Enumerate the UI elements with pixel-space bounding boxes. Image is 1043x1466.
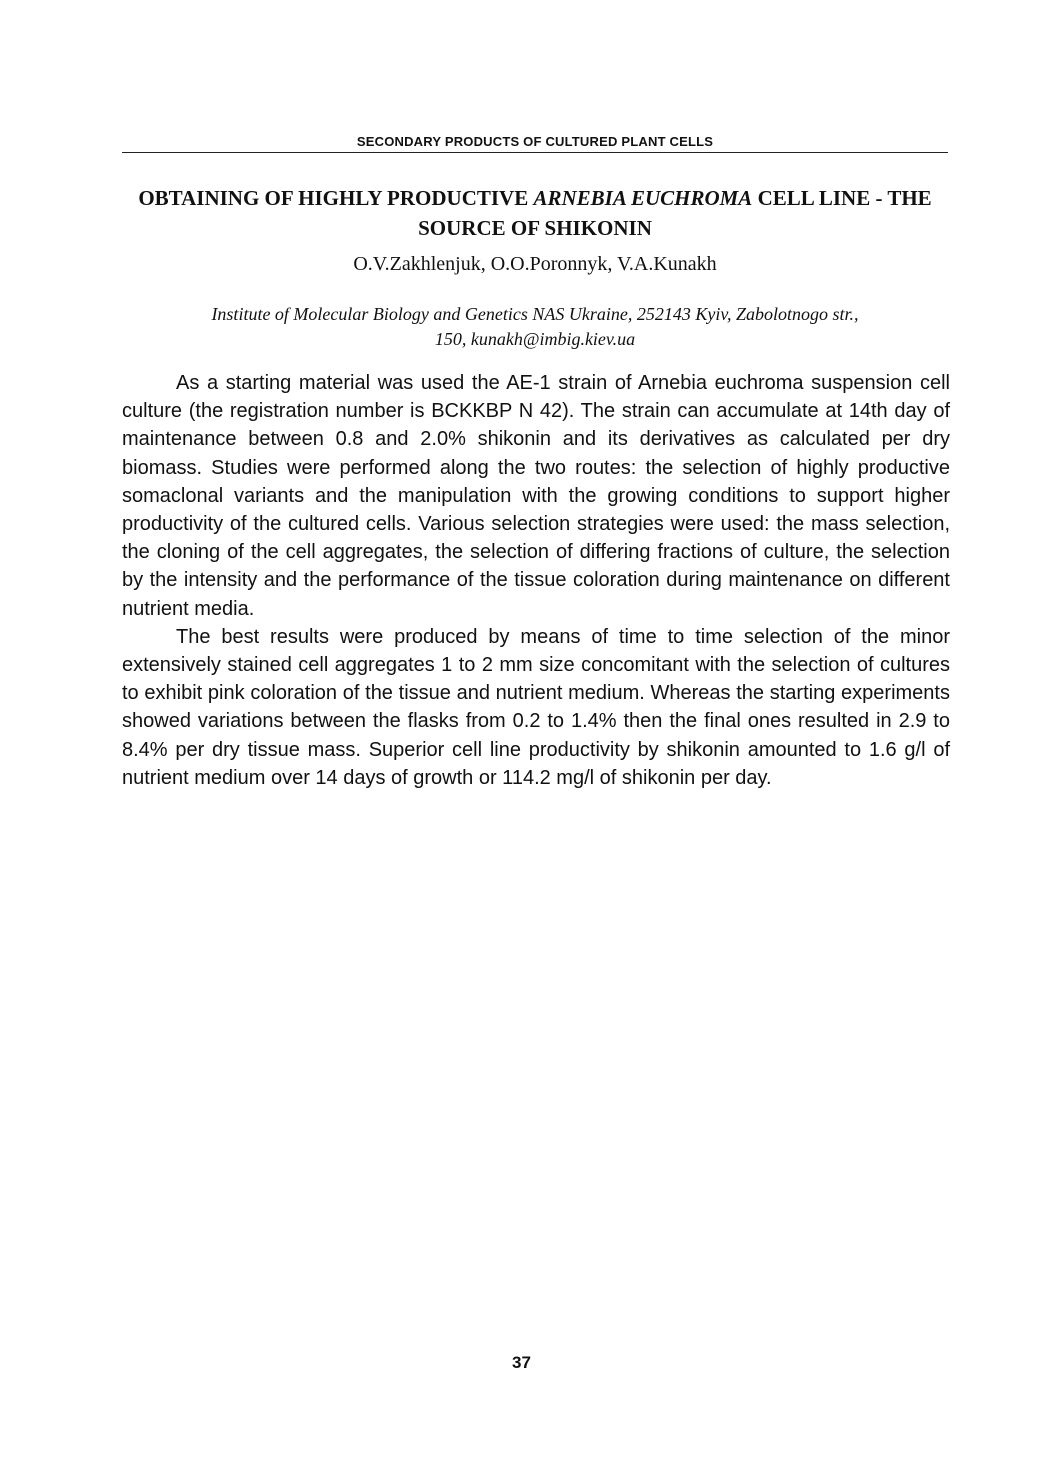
title-part-2: CELL LINE - THE SOURCE OF SHIKONIN <box>418 186 932 240</box>
authors: O.V.Zakhlenjuk, O.O.Poronnyk, V.A.Kunakh <box>353 253 717 275</box>
abstract-body <box>122 369 950 792</box>
title-species: ARNEBIA EUCHROMA <box>533 186 753 210</box>
affiliation-line-1: Institute of Molecular Biology and Genetics NAS Ukraine, 252143 Kyiv, Zabolotnogo str., <box>211 304 859 324</box>
article-title <box>122 183 948 243</box>
title-part-1: OBTAINING OF HIGHLY PRODUCTIVE <box>138 186 534 210</box>
paragraph-2: The best results were produced by means of time to time selection of the minor extensively stained cell aggregates 1 to 2 mm size concomitant with the selection of cultures to exhibit pink coloration of the tissue and nutrient medium. Whereas the starting experiments showed variations between the flasks from 0.2 to 1.4% then the final ones resulted in 2.9 to 8.4% per dry tissue mass. Superior cell line productivity by shikonin amounted to 1.6 g/l of nutrient medium over 14 days of growth or 114.2 mg/l of shikonin per day. <box>122 625 950 789</box>
paragraph-1: As a starting material was used the AE-1 strain of Arnebia euchroma suspension cell culture (the registration number is BCKKBP N 42). The strain can accumulate at 14th day of maintenance between 0.8 and 2.0% shikonin and its derivatives as calculated per dry biomass. Studies were performed along the two routes: the selection of highly productive somaclonal variants and the manipulation with the growing conditions to support higher productivity of the cultured cells. Various selection strategies were used: the mass selection, the cloning of the cell aggregates, the selection of differing fractions of culture, the selection by the intensity and the performance of the tissue coloration during maintenance on different nutrient media. <box>122 372 950 620</box>
running-head: SECONDARY PRODUCTS OF CULTURED PLANT CELLS <box>356 134 714 149</box>
page-number: 37 <box>512 1353 531 1372</box>
header-rule <box>122 152 948 153</box>
affiliation <box>122 302 948 352</box>
affiliation-line-2: 150, kunakh@imbig.kiev.ua <box>434 329 636 349</box>
